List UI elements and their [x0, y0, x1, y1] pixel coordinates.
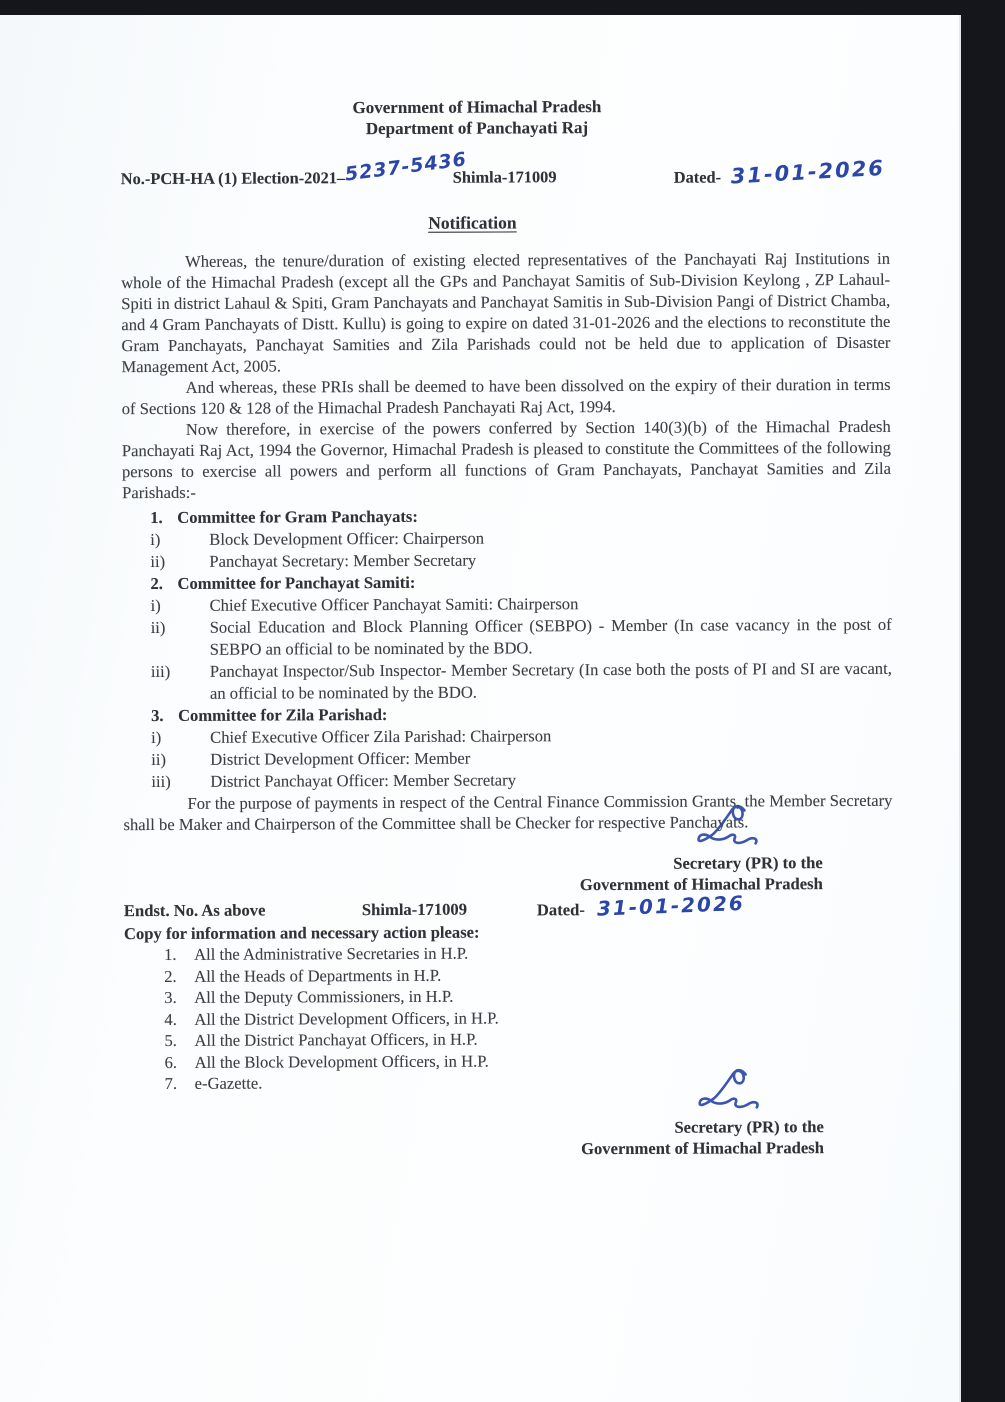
- item-marker: ii): [151, 749, 167, 770]
- handwritten-date: 31-01-2026: [730, 155, 886, 189]
- list-number: 1.: [150, 507, 163, 528]
- heading-text: Committee for Gram Panchayats:: [177, 506, 418, 527]
- list-number: 3.: [164, 987, 177, 1007]
- dept-name: Department of Panchayati Raj: [365, 118, 589, 139]
- item-text: Social Education and Block Planning Officer (SEBPO) - Member (In case vacancy in the post of SEBPO an official to be nominated by the BDO.: [209, 614, 892, 659]
- body-paragraphs: [121, 248, 891, 503]
- reference-dated: [673, 155, 886, 189]
- reference-place: Shimla-171009: [452, 167, 557, 187]
- item-text: Chief Executive Officer Zila Parishad: Chairperson: [210, 726, 552, 747]
- signature-scribble: [688, 1066, 772, 1120]
- document-content: [0, 12, 964, 1161]
- handwritten-dispatch-number: 5237-5436: [344, 148, 469, 186]
- signatory-designation: Secretary (PR) to the: [673, 853, 823, 873]
- item-text: Chief Executive Officer Panchayat Samiti: Chairperson: [209, 594, 579, 615]
- handwritten-date: 31-01-2026: [596, 890, 746, 921]
- item-text: District Development Officer: Member: [210, 748, 471, 769]
- heading-text: Committee for Zila Parishad:: [178, 704, 388, 725]
- endorsement-line: [123, 890, 893, 923]
- list-number: 4.: [164, 1009, 177, 1029]
- para-whereas: Whereas, the tenure/duration of existing elected representatives of the Panchayati Raj Institutions in whole of the Himachal Pradesh (except all the GPs and Panchayat Samitis of Sub-Division Keylong , ZP Lahaul-Spiti in district Lahaul & Spiti, Gram Panchayats and Panchayat Samitis in Sub-Division Pangi of District Chamba, and 4 Gram Panchayats of Distt. Kullu) is going to expire on dated 31-01-2026 and the elections to reconstitute the Gram Panchayats, Panchayat Samities and Zila Parishads could not be held due to application of Disaster Management Act, 2005.: [121, 248, 891, 377]
- list-number: 6.: [164, 1052, 178, 1072]
- list-number: 2.: [150, 573, 163, 594]
- document-page: [0, 15, 961, 1402]
- list-number: 5.: [164, 1030, 177, 1050]
- committee-2-item: [123, 614, 892, 661]
- item-marker: ii): [150, 551, 166, 572]
- list-number: 1.: [164, 944, 177, 964]
- signatory-org: Government of Himachal Pradesh: [579, 874, 823, 895]
- letterhead: [92, 95, 861, 140]
- list-number: 3.: [151, 705, 164, 726]
- list-number: 7.: [164, 1073, 178, 1093]
- org-name: Government of Himachal Pradesh: [352, 97, 602, 118]
- item-marker: i): [150, 529, 161, 550]
- committee-1-item: [122, 548, 891, 573]
- para-and-whereas: And whereas, these PRIs shall be deemed to have been dissolved on the expiry of their duration in terms of Sections 120 & 128 of the Himachal Pradesh Panchayati Raj Act, 1994.: [121, 374, 891, 419]
- item-marker: iii): [151, 771, 171, 792]
- endst-dated: [536, 890, 746, 921]
- item-marker: i): [151, 727, 162, 748]
- notification-title: Notification: [428, 212, 517, 233]
- recipient-text: All the Administrative Secretaries in H.P.: [194, 943, 469, 964]
- para-now-therefore: Now therefore, in exercise of the powers conferred by Section 140(3)(b) of the Himachal Pradesh Panchayati Raj Act, 1994 the Governor, Himachal Pradesh is pleased to constitute the Committees of the following persons to exercise all powers and perform all functions of Gram Panchayats, Panchayat Samities and Zila Parishads:-: [121, 416, 892, 503]
- recipient-text: e-Gazette.: [194, 1073, 263, 1093]
- committee-2-item: [123, 658, 892, 705]
- reference-line: [120, 148, 890, 196]
- endst-label: Endst. No. As above: [123, 900, 266, 921]
- list-number: 2.: [164, 966, 177, 986]
- copy-for-information-heading: Copy for information and necessary action please:: [123, 922, 480, 944]
- endst-place: Shimla-171009: [361, 899, 468, 920]
- heading-text: Committee for Panchayat Samiti:: [177, 572, 416, 593]
- item-marker: i): [150, 595, 161, 616]
- reference-number: No.-PCH-HA (1) Election-2021–5237-5436: [120, 148, 469, 189]
- recipient-text: All the Deputy Commissioners, in H.P.: [194, 986, 454, 1007]
- item-text: District Panchayat Officer: Member Secretary: [210, 770, 517, 791]
- dated-label: Dated-: [536, 900, 585, 920]
- item-text: Panchayat Secretary: Member Secretary: [209, 550, 477, 571]
- item-marker: ii): [150, 617, 166, 638]
- recipient-text: All the District Development Officers, in H.P.: [194, 1008, 499, 1029]
- signatory-org: Government of Himachal Pradesh: [581, 1137, 824, 1158]
- para-cfc-grants: For the purpose of payments in respect of the Central Finance Commission Grants, the Member Secretary shall be Maker and Chairperson of the Committee shall be Checker for respective Panchayats.: [123, 790, 893, 835]
- item-text: Block Development Officer: Chairperson: [209, 528, 485, 549]
- dated-label: Dated-: [673, 167, 722, 187]
- recipient-text: All the District Panchayat Officers, in H.P.: [194, 1029, 478, 1050]
- signatory-designation: Secretary (PR) to the: [674, 1116, 824, 1137]
- committee-lists: [122, 504, 892, 793]
- item-marker: iii): [150, 661, 171, 682]
- item-text: Panchayat Inspector/Sub Inspector- Member Secretary (In case both the posts of PI and SI are vacant, an official to be nominated by the BDO.: [209, 658, 892, 703]
- recipient-text: All the Block Development Officers, in H.P.: [194, 1051, 489, 1072]
- recipient-text: All the Heads of Departments in H.P.: [194, 965, 442, 986]
